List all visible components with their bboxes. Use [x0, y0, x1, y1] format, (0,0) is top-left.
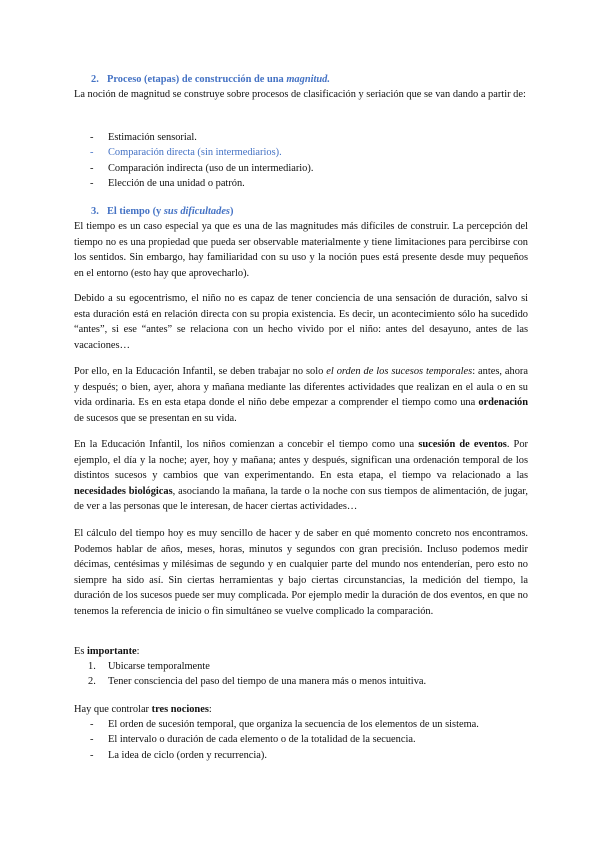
important-label: Es importante: — [74, 646, 140, 657]
section-2-title: Proceso (etapas) de construcción de una — [107, 74, 284, 85]
paragraph-egocentrism: Debido a su egocentrismo, el niño no es capaz de tener conciencia de una sensación de duración, salvo si esta duración está en relación directa con su propia existencia. Es decir, un acontecimiento sólo ha sucedido “antes”, si ese “antes” se relaciona con un hecho vivido por el niño: antes del desayuno, antes de las vacaciones… — [74, 293, 528, 351]
list-item: - Comparación indirecta (uso de un intermediario). — [90, 162, 314, 174]
section-3-title-italic: sus dificultades — [163, 206, 230, 217]
section-2-title-italic: magnitud. — [286, 74, 330, 85]
section-3-title: El tiempo (y — [107, 206, 162, 217]
paragraph-succession-events: En la Educación Infantil, los niños comienzan a concebir el tiempo como una sucesión de eventos. Por ejemplo, el día y la noche; ayer, hoy y mañana; antes y después, significan una ordenación temporal de los distintos sucesos y cambios que van experimentando. En esta etapa, el tiempo va relacionado a las necesidades biológicas, asociando la mañana, la tarde o la noche con sus tiempos de alimentación, de jugar, de ver a las personas que le interesan, de hacer ciertas actividades… — [74, 439, 528, 512]
section-3-heading: 3. El tiempo (y sus dificultades) — [91, 204, 233, 220]
list-item: 1. Ubicarse temporalmente — [88, 661, 210, 672]
section-2-number: 2. — [91, 74, 99, 85]
paragraph-time-special-case: El tiempo es un caso especial ya que es una de las magnitudes más difíciles de construir. La percepción del tiempo no es una propiedad que pueda ser observable materialmente y tiene limitaciones para percibirse con los sentidos. Sin embargo, hay familiaridad con su uso y la noción pues está presente desde muy pequeños en el entorno (esto hay que aprovecharlo). — [74, 221, 528, 279]
list-item: 2. Tener consciencia del paso del tiempo de una manera más o menos intuitiva. — [88, 676, 427, 688]
list-item: - El orden de sucesión temporal, que organiza la secuencia de los elementos de un sistema. — [90, 719, 479, 730]
paragraph-temporal-order: Por ello, en la Educación Infantil, se deben trabajar no solo el orden de los sucesos temporales: antes, ahora y después; o bien, ayer, ahora y mañana mediante las diferentes actividades que realizan en el aula o en su vida ordinaria. Es en esta etapa donde el niño debe empezar a comprender el tiempo como una ordenación de sucesos que se presentan en su vida. — [74, 366, 528, 424]
notions-list — [90, 717, 479, 763]
list-item: - Comparación directa (sin intermediarios). — [90, 147, 282, 159]
section-2-heading — [91, 72, 330, 88]
section-2-intro: La noción de magnitud se construye sobre procesos de clasificación y seriación que se van dando a partir de: — [74, 89, 526, 100]
list-item: - El intervalo o duración de cada elemento o de la totalidad de la secuencia. — [90, 734, 416, 746]
list-item: - Estimación sensorial. — [90, 132, 197, 143]
section-2-list — [90, 130, 313, 192]
list-item: - La idea de ciclo (orden y recurrencia). — [90, 749, 267, 761]
list-item: - Elección de una unidad o patrón. — [90, 178, 245, 190]
important-list — [90, 659, 426, 690]
notions-label: Hay que controlar tres nociones: — [74, 704, 212, 715]
section-3-number: 3. — [91, 206, 99, 217]
paragraph-time-calculation: El cálculo del tiempo hoy es muy sencillo de hacer y de saber en qué momento concreto nos encontramos. Podemos hablar de años, meses, horas, minutos y segundos con gran precisión. Incluso podemos medir décimas, centésimas y milésimas de segundo y en cualquier parte del mundo nos entenderían, pero esto no siempre ha sido así. Sin ciertas herramientas y bajo ciertas circunstancias, la medición del tiempo, la duración de los sucesos puede ser muy complicada. Por ejemplo medir la duración de dos eventos, en que no tenemos la referencia de inicio o fin simultáneo se vuelve complicado la comparación. — [74, 528, 528, 617]
